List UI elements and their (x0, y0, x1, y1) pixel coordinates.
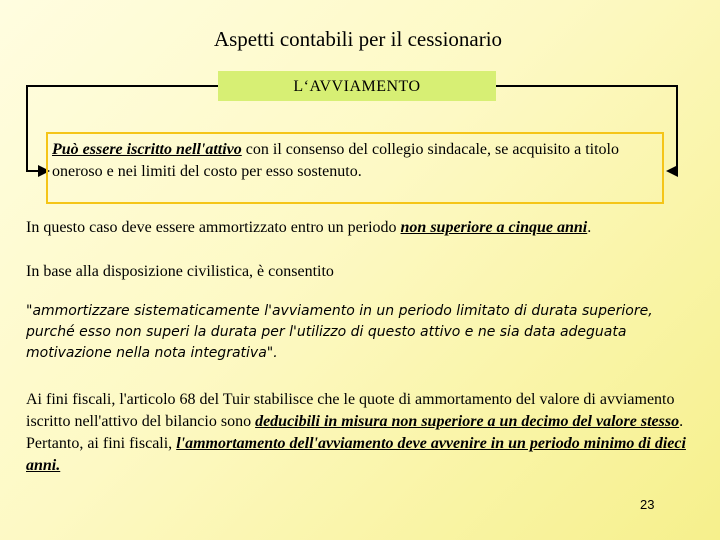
paragraph-text: In questo caso deve essere ammortizzato entro un periodo (26, 219, 401, 236)
paragraph-emphasis: l'ammortamento dell'avviamento deve avvenire in un periodo minimo di dieci anni. (26, 435, 686, 474)
highlight-box (46, 132, 664, 204)
legal-quote: "ammortizzare sistematicamente l'avviamento in un periodo limitato di durata superiore, purché esso non superi la durata per l'utilizzo di questo attivo e ne sia data adeguata motivazione nella nota integrativa". (26, 303, 653, 361)
page-number: 23 (640, 497, 655, 512)
paragraph-text: . Pertanto, ai fini fiscali, (26, 413, 684, 452)
slide-title: Aspetti contabili per il cessionario (213, 27, 503, 51)
paragraph-tax (26, 389, 702, 477)
paragraph-civil-law: In base alla disposizione civilistica, è consentito (26, 263, 334, 280)
paragraph-amortization (26, 217, 686, 239)
paragraph-emphasis: non superiore a cinque anni (400, 219, 588, 236)
topic-banner: L‘AVVIAMENTO (218, 71, 496, 101)
arrow-left-icon (666, 165, 678, 177)
box-text: con il consenso del collegio sindacale, se acquisito a titolo oneroso e nei limiti del costo per esso sostenuto. (52, 141, 619, 180)
box-emphasis: Può essere iscritto nell'attivo (52, 141, 242, 158)
paragraph-end: . (587, 219, 592, 236)
paragraph-text: Ai fini fiscali, l'articolo 68 del Tuir stabilisce che le quote di ammortamento del valore di avviamento iscritto nell'attivo del bilancio sono (26, 391, 675, 430)
paragraph-emphasis: deducibili in misura non superiore a un decimo del valore stesso (255, 413, 680, 430)
